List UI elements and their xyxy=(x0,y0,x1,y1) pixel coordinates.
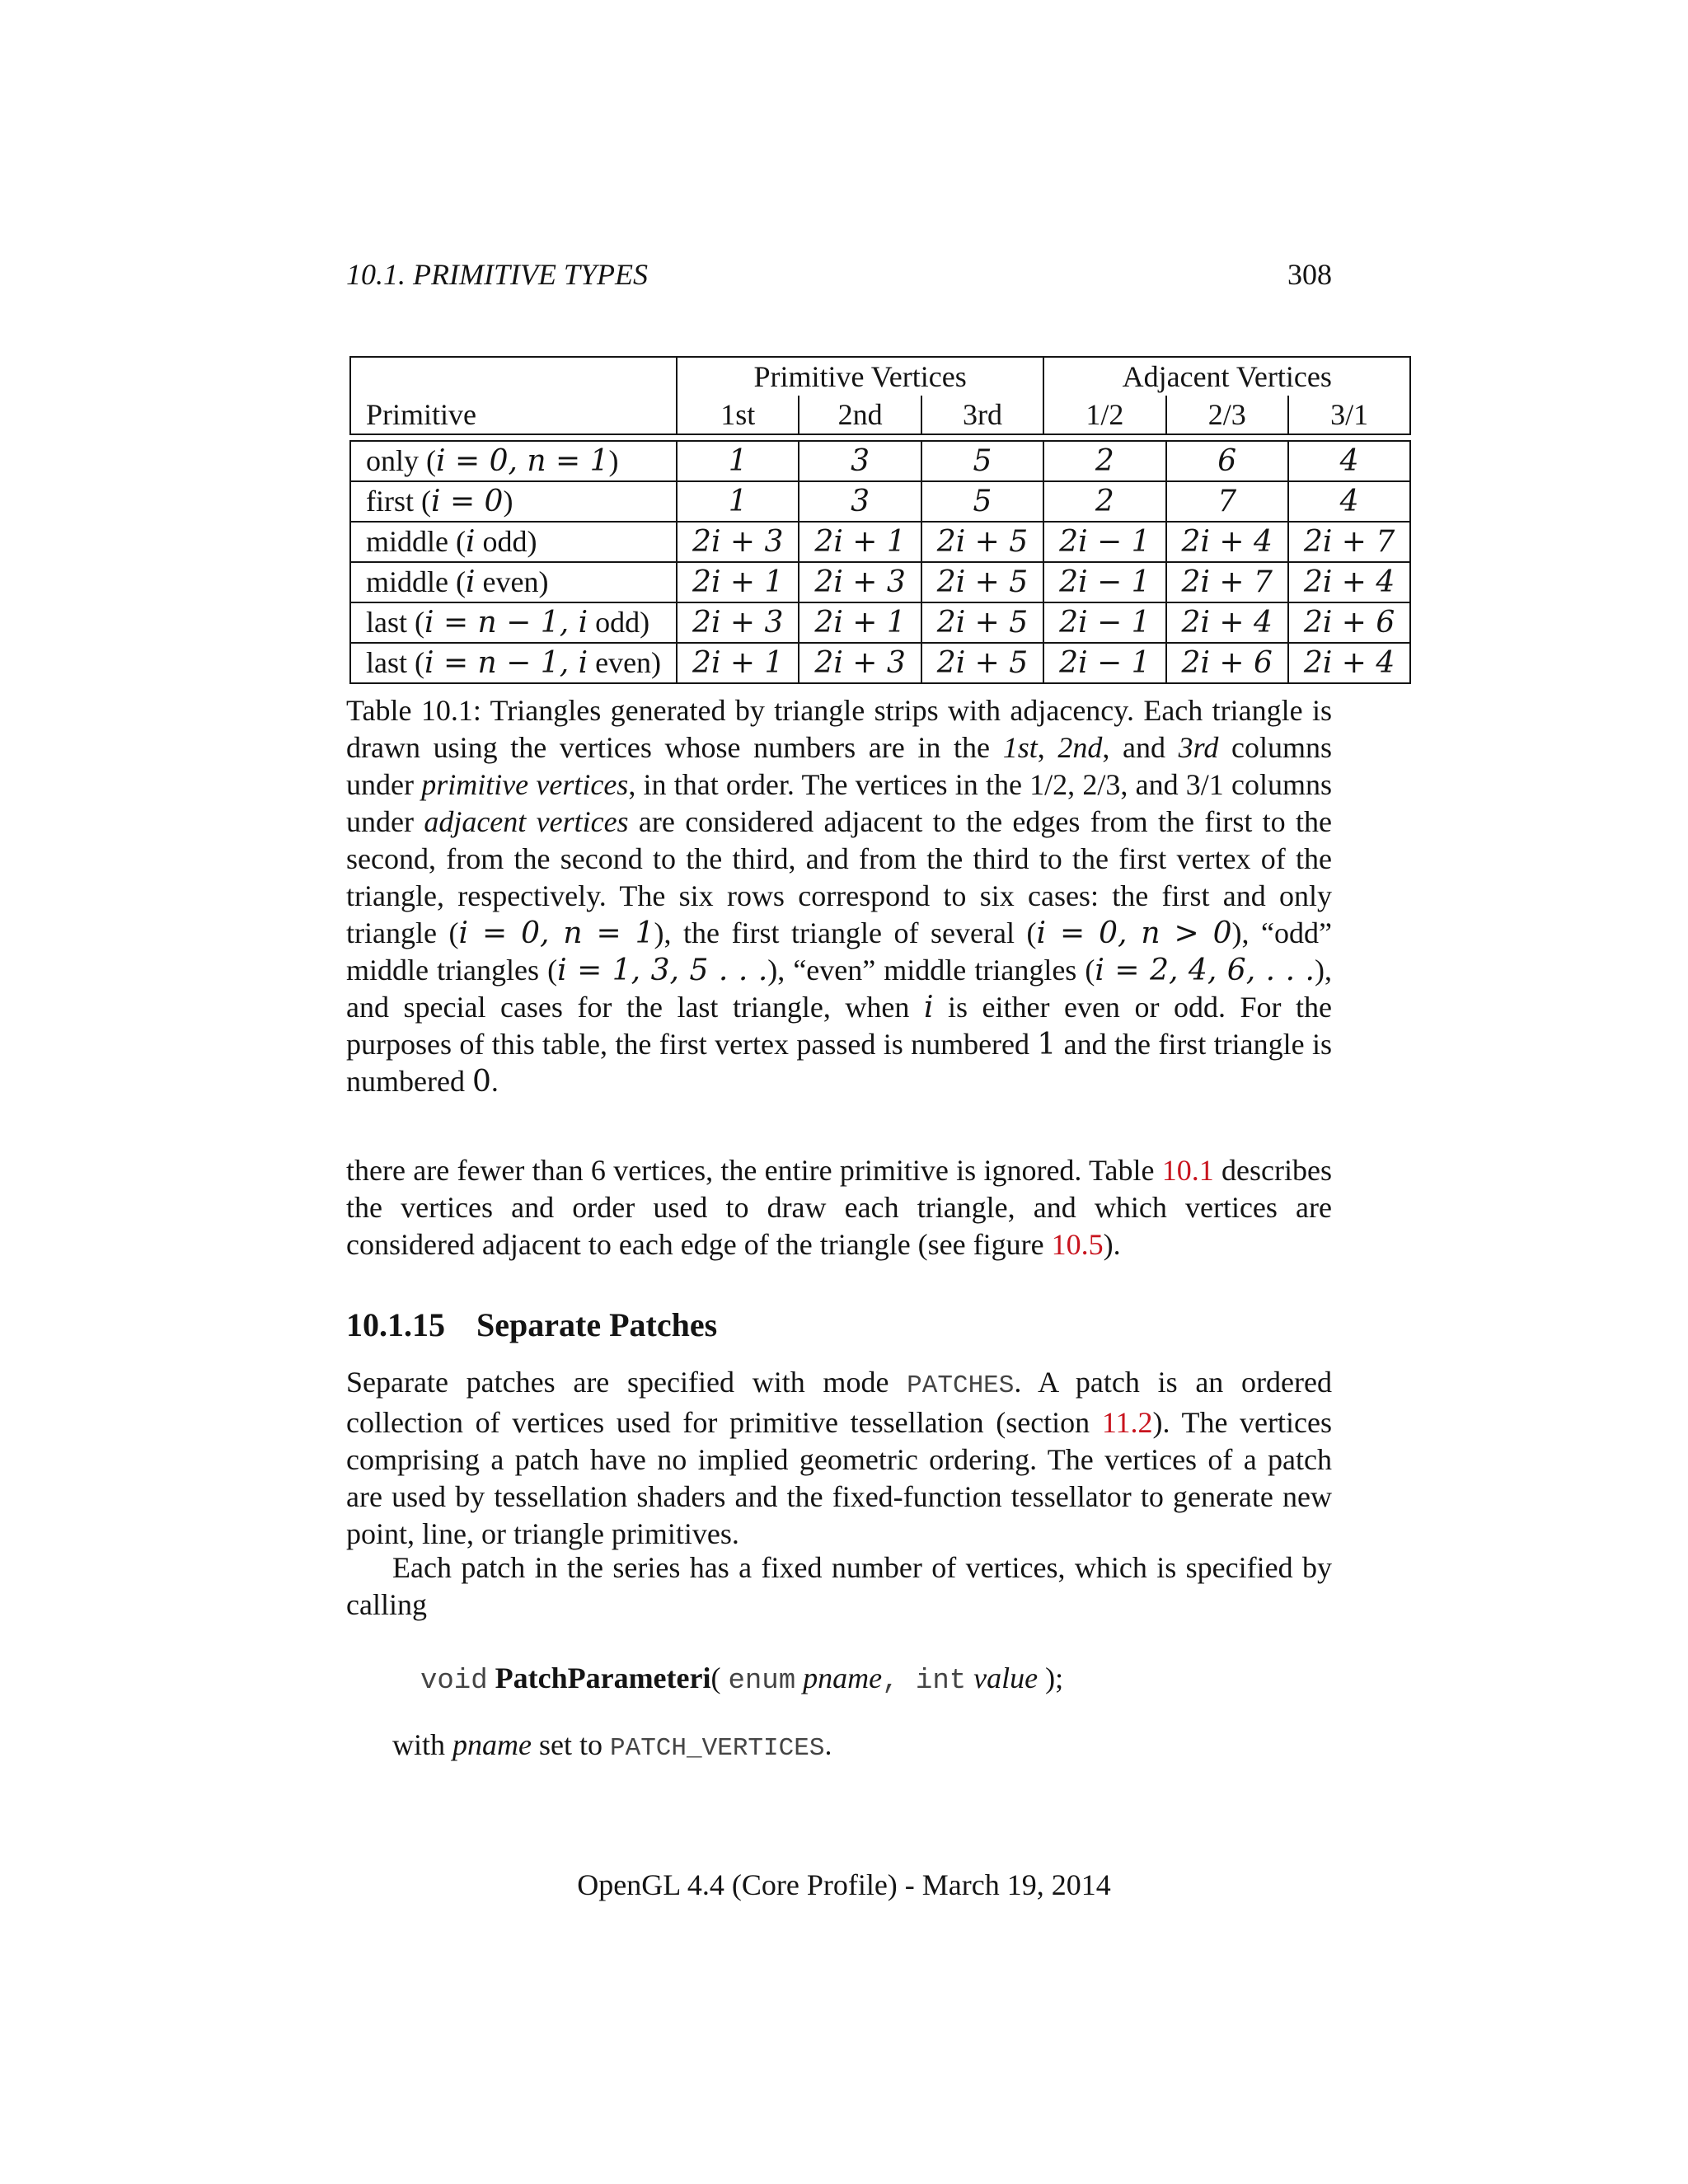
row-primitive-label: middle (i even) xyxy=(350,562,677,602)
page-footer: OpenGL 4.4 (Core Profile) - March 19, 2014 xyxy=(577,1868,1111,1901)
column-header: 1/2 xyxy=(1043,396,1165,434)
table-cell: 2i + 3 xyxy=(799,643,921,683)
table-group-header-row xyxy=(350,357,1410,396)
table-row xyxy=(350,602,1410,643)
table-reference-link[interactable]: 10.1 xyxy=(1161,1154,1214,1187)
table-header-spacer xyxy=(350,357,677,396)
table-cell: 3 xyxy=(799,441,921,481)
table-row xyxy=(350,643,1410,683)
column-header: 1st xyxy=(677,396,799,434)
table-cell: 2i − 1 xyxy=(1043,602,1165,643)
column-header: 3/1 xyxy=(1288,396,1410,434)
body-paragraph: with pname set to PATCH_VERTICES. xyxy=(392,1728,832,1763)
group-header-primitive-vertices: Primitive Vertices xyxy=(677,357,1043,396)
body-paragraph: Separate patches are specified with mode PATCHES. A patch is an ordered collection of vertices used for primitive tessellation (section 11.2). The vertices comprising a patch have no implied geometric ordering. The vertices of a patch are used by tessellation shaders and the fixed-function tessellator to generate new point, line, or triangle primitives. xyxy=(346,1366,1332,1550)
table-body xyxy=(350,441,1410,683)
table-cell: 2i + 5 xyxy=(921,602,1043,643)
table-cell: 2i − 1 xyxy=(1043,522,1165,562)
running-head xyxy=(346,257,1332,303)
row-primitive-label: last (i = n − 1, i odd) xyxy=(350,602,677,643)
table-cell: 2i + 3 xyxy=(677,602,799,643)
column-header: 3rd xyxy=(921,396,1043,434)
table-cell: 2i + 4 xyxy=(1288,562,1410,602)
table-caption: Table 10.1: Triangles generated by triangle strips with adjacency. Each triangle is drawn using the vertices whose numbers are in the 1st, 2nd, and 3rd columns under primitive vertices, in that order. The vertices in the 1/2, 2/3, and 3/1 columns under adjacent vertices are considered adjacent to the edges from the first to the second, from the second to the third, and from the third to the first vertex of the triangle, respectively. The six rows correspond to six cases: the first and only triangle (i = 0, n = 1), the first triangle of several (i = 0, n > 0), “odd” middle triangles (i = 1, 3, 5 . . .), “even” middle triangles (i = 2, 4, 6, . . .), and special cases for the last triangle, when i is either even or odd. For the purposes of this table, the first vertex passed is numbered 1 and the first triangle is numbered 0. xyxy=(346,694,1333,1099)
section-reference-link[interactable]: 11.2 xyxy=(1101,1406,1153,1439)
section-heading xyxy=(346,1305,717,1344)
code-token: PATCHES xyxy=(907,1371,1015,1400)
function-prototype: void PatchParameteri( enum pname, int value ); xyxy=(420,1661,1064,1697)
table-cell: 2i + 4 xyxy=(1166,522,1288,562)
table-cell: 2 xyxy=(1043,481,1165,522)
table-cell: 2i + 4 xyxy=(1166,602,1288,643)
table-row xyxy=(350,522,1410,562)
table-cell: 2i + 1 xyxy=(677,562,799,602)
table-cell: 5 xyxy=(921,441,1043,481)
table-cell: 2i + 5 xyxy=(921,522,1043,562)
table-row xyxy=(350,441,1410,481)
row-primitive-label: first (i = 0) xyxy=(350,481,677,522)
body-paragraph: there are fewer than 6 vertices, the entire primitive is ignored. Table 10.1 describes the vertices and order used to draw each triangle, and which vertices are considered adjacent to each edge of the triangle (see figure 10.5). xyxy=(346,1154,1332,1261)
table-cell: 2i + 1 xyxy=(677,643,799,683)
table-cell: 4 xyxy=(1288,481,1410,522)
code-token: PATCH_VERTICES xyxy=(610,1734,825,1763)
table-column-header-row xyxy=(350,396,1410,434)
table-cell: 2i + 3 xyxy=(799,562,921,602)
row-primitive-label: only (i = 0, n = 1) xyxy=(350,441,677,481)
table-cell: 2i + 5 xyxy=(921,643,1043,683)
group-header-adjacent-vertices: Adjacent Vertices xyxy=(1043,357,1410,396)
table-cell: 5 xyxy=(921,481,1043,522)
table-cell: 2i + 4 xyxy=(1288,643,1410,683)
section-heading-title: Separate Patches xyxy=(476,1306,718,1343)
table-cell: 2i + 7 xyxy=(1288,522,1410,562)
section-title: 10.1. PRIMITIVE TYPES xyxy=(346,258,648,291)
table-cell: 4 xyxy=(1288,441,1410,481)
table-cell: 2i − 1 xyxy=(1043,643,1165,683)
table-cell: 2 xyxy=(1043,441,1165,481)
function-name: PatchParameteri xyxy=(495,1661,711,1694)
column-header: 2/3 xyxy=(1166,396,1288,434)
table-cell: 2i + 6 xyxy=(1166,643,1288,683)
table-cell: 6 xyxy=(1166,441,1288,481)
table-cell: 2i − 1 xyxy=(1043,562,1165,602)
table-cell: 7 xyxy=(1166,481,1288,522)
column-header-primitive: Primitive xyxy=(350,396,677,434)
body-paragraph: Each patch in the series has a fixed number of vertices, which is specified by calling xyxy=(346,1551,1332,1621)
table-cell: 2i + 3 xyxy=(677,522,799,562)
column-header: 2nd xyxy=(799,396,921,434)
figure-reference-link[interactable]: 10.5 xyxy=(1051,1228,1104,1261)
table-cell: 2i + 5 xyxy=(921,562,1043,602)
section-number: 10.1.15 xyxy=(346,1306,445,1343)
triangle-strip-adjacency-table xyxy=(349,356,1411,684)
table-cell: 2i + 1 xyxy=(799,522,921,562)
table-header-gap xyxy=(350,434,1410,441)
table-row xyxy=(350,562,1410,602)
table-cell: 1 xyxy=(677,481,799,522)
table-cell: 2i + 6 xyxy=(1288,602,1410,643)
table-cell: 2i + 1 xyxy=(799,602,921,643)
table-cell: 3 xyxy=(799,481,921,522)
table-cell: 2i + 7 xyxy=(1166,562,1288,602)
table-row xyxy=(350,481,1410,522)
row-primitive-label: last (i = n − 1, i even) xyxy=(350,643,677,683)
page-number: 308 xyxy=(1287,258,1332,291)
table-cell: 1 xyxy=(677,441,799,481)
row-primitive-label: middle (i odd) xyxy=(350,522,677,562)
